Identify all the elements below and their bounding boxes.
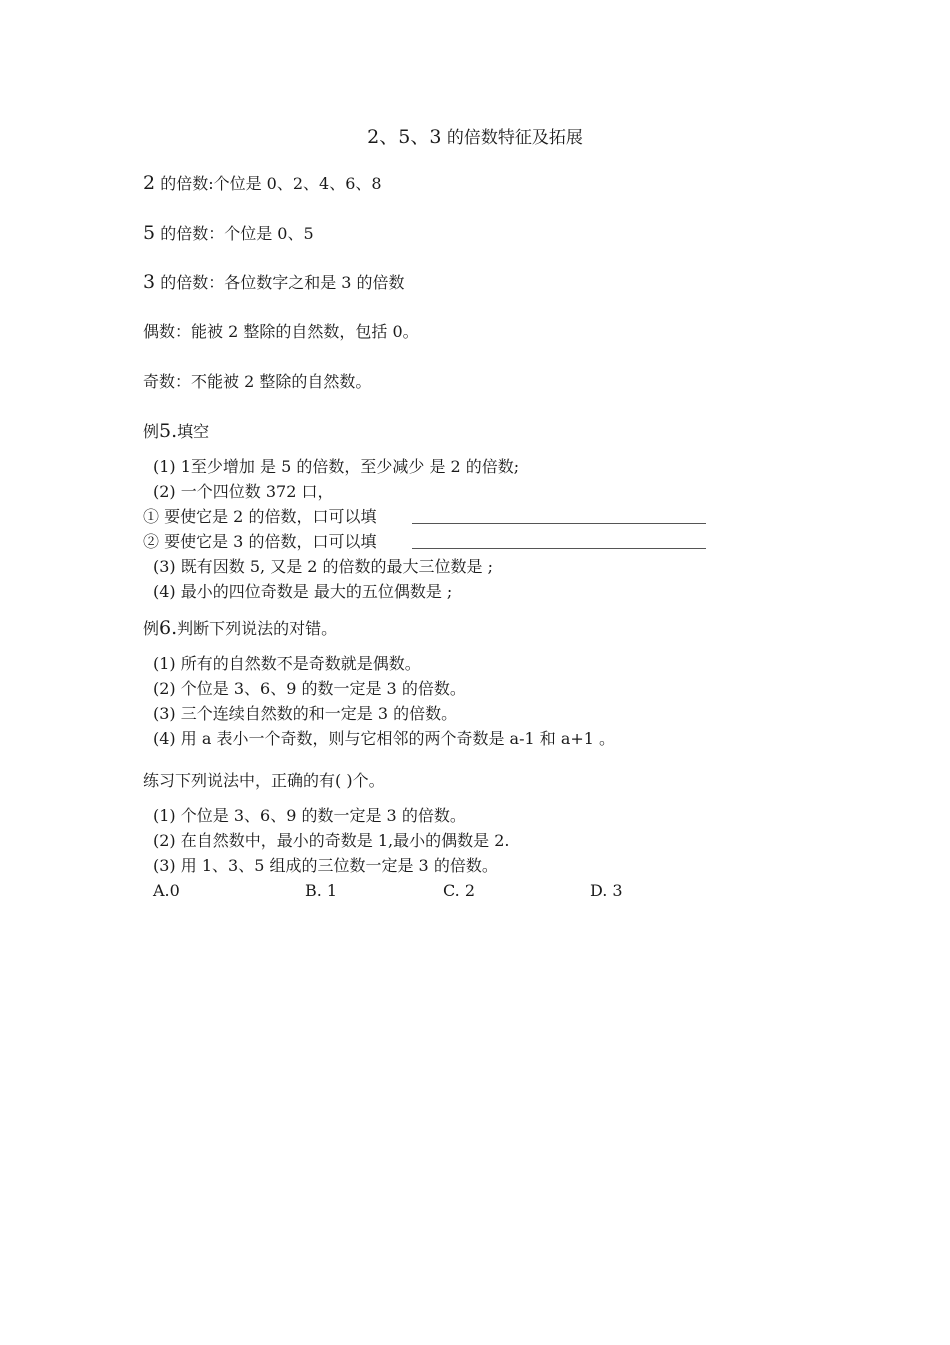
example-5-item: ① 要使它是 2 的倍数，口可以填 — [143, 507, 377, 526]
option-c[interactable]: C. 2 — [443, 881, 476, 900]
example-prefix: 例 — [143, 619, 160, 638]
example-prefix: 例 — [143, 422, 160, 441]
rule-number: 3 — [143, 271, 156, 293]
example-5-item: (2) 一个四位数 372 口， — [153, 482, 334, 501]
option-a[interactable]: A.0 — [153, 881, 180, 900]
example-5-item: (1) 1至少增加 是 5 的倍数，至少减少 是 2 的倍数; — [153, 457, 520, 476]
rule-number: 5 — [143, 222, 156, 244]
option-b[interactable]: B. 1 — [305, 881, 338, 900]
practice-item: (3) 用 1、3、5 组成的三位数一定是 3 的倍数。 — [153, 856, 498, 875]
example-6-item: (3) 三个连续自然数的和一定是 3 的倍数。 — [153, 704, 458, 723]
page-title — [0, 122, 950, 149]
example-6-item: (2) 个位是 3、6、9 的数一定是 3 的倍数。 — [153, 679, 466, 698]
example-label: 填空 — [177, 422, 210, 441]
rule-3 — [143, 272, 405, 293]
example-6-item: (1) 所有的自然数不是奇数就是偶数。 — [153, 654, 421, 673]
example-5-item: (4) 最小的四位奇数是 最大的五位偶数是 ; — [153, 582, 453, 601]
rule-5 — [143, 223, 314, 244]
option-d[interactable]: D. 3 — [590, 881, 623, 900]
example-5-item: (3) 既有因数 5, 又是 2 的倍数的最大三位数是 ; — [153, 557, 494, 576]
rule-text: 的倍数:个位是 0、2、4、6、8 — [160, 174, 382, 193]
rule-text: 的倍数：各位数字之和是 3 的倍数 — [160, 273, 405, 292]
example-6-item: (4) 用 a 表小一个奇数，则与它相邻的两个奇数是 a-1 和 a+1 。 — [153, 729, 616, 748]
odd-definition: 奇数：不能被 2 整除的自然数。 — [143, 372, 372, 391]
practice-item: (2) 在自然数中，最小的奇数是 1,最小的偶数是 2. — [153, 831, 510, 850]
example-label: 判断下列说法的对错。 — [177, 619, 338, 638]
example-number: 5. — [159, 420, 178, 442]
title-numbers: 2、5、3 — [367, 126, 442, 148]
practice-heading: 练习下列说法中，正确的有( )个。 — [143, 771, 385, 790]
even-definition: 偶数：能被 2 整除的自然数，包括 0。 — [143, 322, 419, 341]
title-text: 的倍数特征及拓展 — [446, 128, 583, 148]
rule-2 — [143, 173, 382, 194]
example-5-heading — [143, 421, 209, 442]
rule-number: 2 — [143, 172, 156, 194]
example-6-heading — [143, 618, 337, 639]
practice-item: (1) 个位是 3、6、9 的数一定是 3 的倍数。 — [153, 806, 466, 825]
example-5-item: ② 要使它是 3 的倍数，口可以填 — [143, 532, 377, 551]
answer-blank[interactable] — [412, 523, 706, 524]
rule-text: 的倍数：个位是 0、5 — [160, 224, 314, 243]
example-number: 6. — [159, 617, 178, 639]
answer-blank[interactable] — [412, 548, 706, 549]
